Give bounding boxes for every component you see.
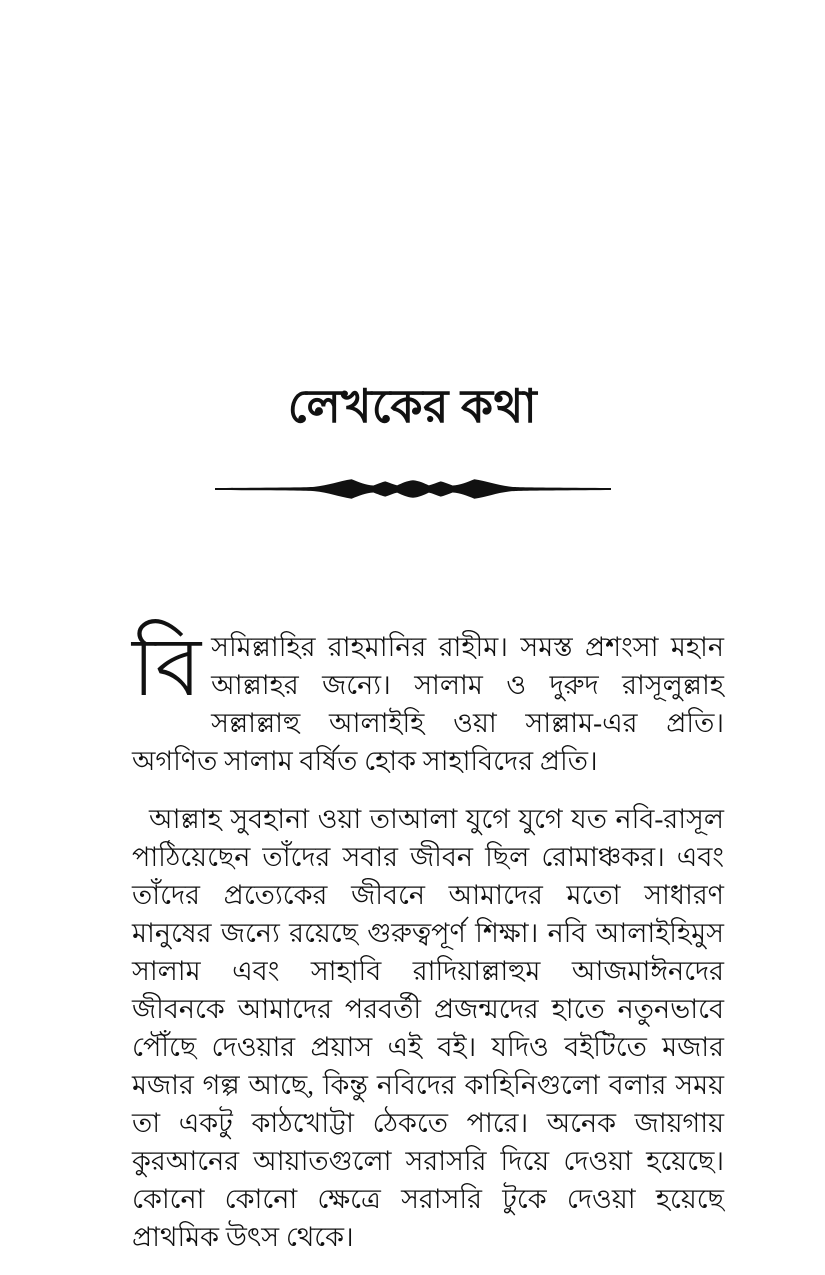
dropcap-letter: বি (132, 622, 202, 713)
calligraphic-divider-icon (215, 474, 611, 504)
paragraph-bismillah-text: সমিল্লাহির রাহমানির রাহীম। সমস্ত প্রশংসা মহান আল্লাহর জন্যে। সালাম ও দুরুদ রাসূলুল্লাহ সল্লাল্লাহু আলাইহি ওয়া সাল্লাম-এর প্রতি। অগণিত সালাম বর্ষিত হোক সাহাবিদের প্রতি। (132, 632, 724, 776)
paragraph-bismillah (132, 622, 724, 780)
ornament-divider-container (0, 474, 825, 509)
body-text-block (132, 622, 724, 1256)
paragraph-intro: আল্লাহ সুবহানা ওয়া তাআলা যুগে যুগে যত নবি-রাসূল পাঠিয়েছেন তাঁদের সবার জীবন ছিল রোমাঞ্চকর। এবং তাঁদের প্রত্যেকের জীবনে আমাদের মতো সাধারণ মানুষের জন্যে রয়েছে গুরুত্বপূর্ণ শিক্ষা। নবি আলাইহিমুস সালাম এবং সাহাবি রাদিয়াল্লাহুম আজমাঈনদের জীবনকে আমাদের পরবর্তী প্রজন্মদের হাতে নতুনভাবে পৌঁছে দেওয়ার প্রয়াস এই বই। যদিও বইটিতে মজার মজার গল্প আছে, কিন্তু নবিদের কাহিনিগুলো বলার সময় তা একটু কাঠখোট্টা ঠেকতে পারে। অনেক জায়গায় কুরআনের আয়াতগুলো সরাসরি দিয়ে দেওয়া হয়েছে। কোনো কোনো ক্ষেত্রে সরাসরি টুকে দেওয়া হয়েছে প্রাথমিক উৎস থেকে। (132, 804, 724, 1252)
chapter-title: লেখকের কথা (287, 381, 538, 432)
